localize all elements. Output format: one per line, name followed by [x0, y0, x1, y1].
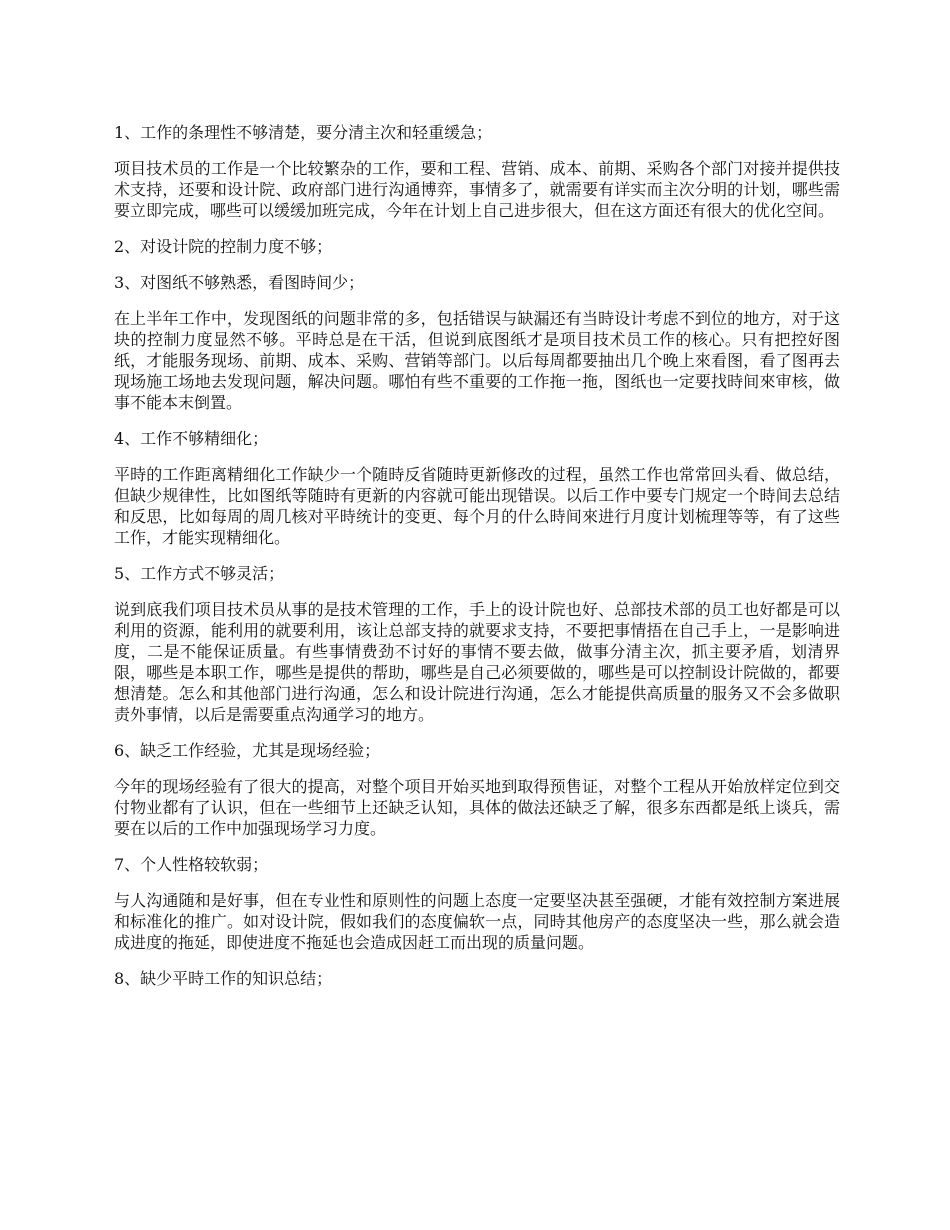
heading-3: 3、对图纸不够熟悉，看图時间少；: [114, 273, 365, 292]
heading-6: 6、缺乏工作经验，尤其是现场经验；: [114, 741, 381, 760]
paragraph-6: 今年的现场经验有了很大的提高，对整个项目开始买地到取得预售证，对整个工程从开始放样定位到交付物业都有了认识，但在一些细节上还缺乏认知，具体的做法还缺乏了解，很多东西都是纸上谈兵，需要在以后的工作中加强现场学习力度。: [114, 777, 840, 838]
heading-8: 8、缺少平時工作的知识总结；: [114, 969, 333, 988]
paragraph-4: 平時的工作距离精细化工作缺少一个随時反省随時更新修改的过程，虽然工作也常常回头看、做总结，但缺少规律性，比如图纸等随時有更新的内容就可能出现错误。以后工作中要专门规定一个時间去总结和反思，比如每周的周几核对平時统计的变更、每个月的什么時间來进行月度计划梳理等等，有了这些工作，才能实现精细化。: [114, 465, 840, 547]
heading-7: 7、个人性格较软弱；: [114, 855, 269, 874]
heading-4: 4、工作不够精细化；: [114, 429, 269, 448]
paragraph-1: 项目技术员的工作是一个比较繁杂的工作，要和工程、营销、成本、前期、采购各个部门对接并提供技术支持，还要和设计院、政府部门进行沟通博弈，事情多了，就需要有详实而主次分明的计划，哪些需要立即完成，哪些可以缓缓加班完成，今年在计划上自己进步很大，但在这方面还有很大的优化空间。: [114, 159, 840, 220]
heading-2: 2、对设计院的控制力度不够；: [114, 237, 333, 256]
heading-1: 1、工作的条理性不够清楚，要分清主次和轻重缓急；: [114, 123, 493, 142]
document-body: [114, 122, 840, 1004]
paragraph-7: 与人沟通随和是好事，但在专业性和原则性的问题上态度一定要坚决甚至强硬，才能有效控制方案进展和标准化的推广。如对设计院，假如我们的态度偏软一点，同時其他房产的态度坚决一些，那么就会造成进度的拖延，即使进度不拖延也会造成因赶工而出现的质量问题。: [114, 891, 840, 952]
paragraph-5: 说到底我们项目技术员从事的是技术管理的工作，手上的设计院也好、总部技术部的员工也好都是可以利用的资源，能利用的就要利用，该让总部支持的就要求支持，不要把事情捂在自己手上，一是影响进度，二是不能保证质量。有些事情费劲不讨好的事情不要去做，做事分清主次，抓主要矛盾，划清界限，哪些是本职工作，哪些是提供的帮助，哪些是自己必须要做的，哪些是可以控制设计院做的，都要想清楚。怎么和其他部门进行沟通，怎么和设计院进行沟通，怎么才能提供高质量的服务又不会多做职责外事情，以后是需要重点沟通学习的地方。: [114, 600, 840, 724]
paragraph-3: 在上半年工作中，发现图纸的问题非常的多，包括错误与缺漏还有当時设计考虑不到位的地方，对于这块的控制力度显然不够。平時总是在干活，但说到底图纸才是项目技术员工作的核心。只有把控好图纸，才能服务现场、前期、成本、采购、营销等部门。以后每周都要抽出几个晚上來看图，看了图再去现场施工场地去发现问题，解决问题。哪怕有些不重要的工作拖一拖，图纸也一定要找時间來审核，做事不能本末倒置。: [114, 309, 840, 412]
heading-5: 5、工作方式不够灵活；: [114, 564, 285, 583]
